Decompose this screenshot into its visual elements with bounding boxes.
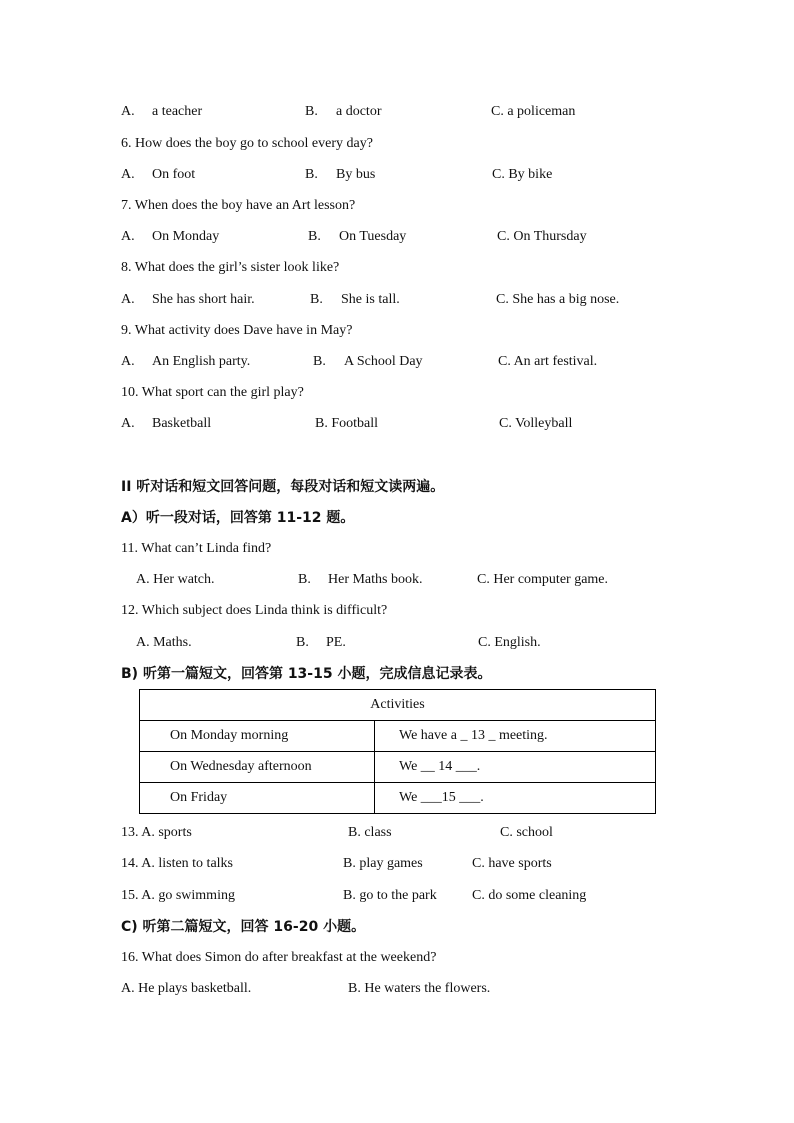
q10-options xyxy=(0,414,794,434)
question-stem: 7. When does the boy have an Art lesson? xyxy=(121,198,356,213)
question-stem: 15. A. go swimming xyxy=(121,888,235,903)
question-stem: 14. A. listen to talks xyxy=(121,856,233,871)
q16-options xyxy=(0,979,794,999)
option-label: B. xyxy=(310,292,323,307)
question-stem: 11. What can’t Linda find? xyxy=(121,541,272,556)
part-heading: B) 听第一篇短文，回答第 13-15 小题，完成信息记录表。 xyxy=(121,666,492,682)
question-15 xyxy=(0,886,794,906)
table-header: Activities xyxy=(140,690,656,721)
question-13 xyxy=(0,823,794,843)
question-stem: 10. What sport can the girl play? xyxy=(121,385,304,400)
question-16 xyxy=(0,948,794,968)
activities-table xyxy=(139,689,656,814)
table-cell-activity: We have a _ 13 _ meeting. xyxy=(375,721,656,752)
question-stem: 8. What does the girl’s sister look like? xyxy=(121,260,340,275)
table-cell-time: On Friday xyxy=(140,783,375,814)
option-text: B. He waters the flowers. xyxy=(348,981,491,996)
q8-options xyxy=(0,290,794,310)
q9-options xyxy=(0,352,794,372)
table-row xyxy=(140,752,656,783)
option-text: B. go to the park xyxy=(343,888,437,903)
question-stem: 13. A. sports xyxy=(121,825,192,840)
option-label: B. xyxy=(305,167,318,182)
option-label: A. xyxy=(121,167,135,182)
option-text: A. Maths. xyxy=(136,635,192,650)
option-text: An English party. xyxy=(152,354,251,369)
option-text: C. school xyxy=(500,825,553,840)
question-stem: 12. Which subject does Linda think is difficult? xyxy=(121,603,388,618)
option-text: C. have sports xyxy=(472,856,552,871)
option-text: C. By bike xyxy=(492,167,553,182)
question-8 xyxy=(0,258,794,278)
table-row xyxy=(140,721,656,752)
question-12 xyxy=(0,601,794,621)
option-text: On foot xyxy=(152,167,196,182)
option-text: B. Football xyxy=(315,416,379,431)
section-2-title xyxy=(0,477,794,497)
option-label: A. xyxy=(121,292,135,307)
option-text: On Tuesday xyxy=(339,229,407,244)
option-text: Her Maths book. xyxy=(328,572,423,587)
option-text: C. Her computer game. xyxy=(477,572,609,587)
option-text: PE. xyxy=(326,635,346,650)
option-text: C. On Thursday xyxy=(497,229,587,244)
option-text: A. He plays basketball. xyxy=(121,981,252,996)
option-text: A. Her watch. xyxy=(136,572,215,587)
part-c-heading xyxy=(0,917,794,937)
question-9 xyxy=(0,321,794,341)
option-label: A. xyxy=(121,229,135,244)
q12-options xyxy=(0,633,794,653)
q6-options xyxy=(0,165,794,185)
option-label: B. xyxy=(298,572,311,587)
question-stem: 6. How does the boy go to school every day? xyxy=(121,136,373,151)
option-text: B. play games xyxy=(343,856,423,871)
question-stem: 9. What activity does Dave have in May? xyxy=(121,323,353,338)
option-text: On Monday xyxy=(152,229,220,244)
option-text: By bus xyxy=(336,167,376,182)
q5-options xyxy=(0,102,794,122)
option-label: B. xyxy=(296,635,309,650)
option-text: C. do some cleaning xyxy=(472,888,587,903)
part-b-heading xyxy=(0,664,794,684)
option-text: a teacher xyxy=(152,104,203,119)
part-heading: C) 听第二篇短文，回答 16-20 小题。 xyxy=(121,919,366,935)
option-text: a doctor xyxy=(336,104,382,119)
option-text: She is tall. xyxy=(341,292,400,307)
table-cell-time: On Wednesday afternoon xyxy=(140,752,375,783)
option-text: She has short hair. xyxy=(152,292,255,307)
option-label: A. xyxy=(121,416,135,431)
q11-options xyxy=(0,570,794,590)
question-10 xyxy=(0,383,794,403)
table-cell-activity: We __ 14 ___. xyxy=(375,752,656,783)
question-14 xyxy=(0,854,794,874)
table-cell-activity: We ___15 ___. xyxy=(375,783,656,814)
section-heading: II 听对话和短文回答问题，每段对话和短文读两遍。 xyxy=(121,479,445,495)
table-cell-time: On Monday morning xyxy=(140,721,375,752)
question-stem: 16. What does Simon do after breakfast at the weekend? xyxy=(121,950,437,965)
option-label: A. xyxy=(121,354,135,369)
part-a-heading xyxy=(0,508,794,528)
question-7 xyxy=(0,196,794,216)
option-label: B. xyxy=(305,104,318,119)
question-11 xyxy=(0,539,794,559)
option-label: A. xyxy=(121,104,135,119)
part-heading: A）听一段对话，回答第 11-12 题。 xyxy=(121,510,355,526)
table-row xyxy=(140,783,656,814)
question-6 xyxy=(0,134,794,154)
option-text: C. She has a big nose. xyxy=(496,292,620,307)
option-text: A School Day xyxy=(344,354,423,369)
option-text: Basketball xyxy=(152,416,212,431)
option-text: B. class xyxy=(348,825,392,840)
option-text: C. Volleyball xyxy=(499,416,573,431)
option-label: B. xyxy=(313,354,326,369)
q7-options xyxy=(0,227,794,247)
option-label: B. xyxy=(308,229,321,244)
option-text: C. An art festival. xyxy=(498,354,598,369)
table-header-row xyxy=(140,690,656,721)
option-text: C. English. xyxy=(478,635,541,650)
option-text: C. a policeman xyxy=(491,104,576,119)
